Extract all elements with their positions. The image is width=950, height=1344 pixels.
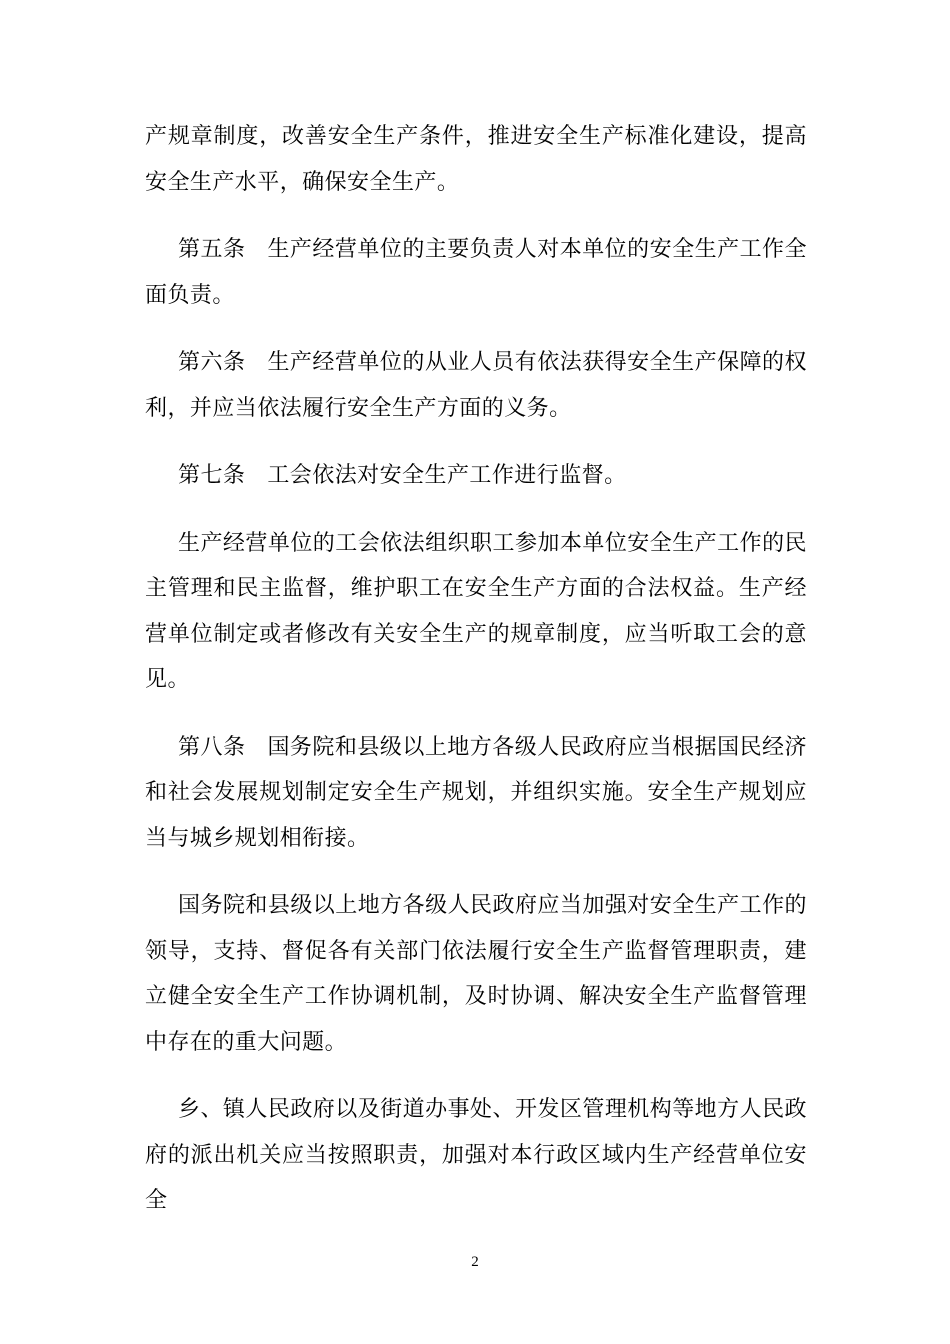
paragraph-gap xyxy=(145,431,807,453)
paragraph-text: 国务院和县级以上地方各级人民政府应当根据国民经济和社会发展规划制定安全生产规划，并组织实施。安全生产规划应当与城乡规划相衔接。 xyxy=(145,734,807,851)
article-number: 第六条 xyxy=(178,350,246,375)
document-body xyxy=(145,114,807,1224)
paragraph-text: 产规章制度，改善安全生产条件，推进安全生产标准化建设，提高安全生产水平，确保安全生产。 xyxy=(145,124,807,195)
article-7 xyxy=(145,453,807,499)
paragraph-text: 生产经营单位的从业人员有依法获得安全生产保障的权利，并应当依法履行安全生产方面的义务。 xyxy=(145,350,807,421)
article-8 xyxy=(145,725,807,862)
article-5 xyxy=(145,227,807,318)
paragraph-continuation xyxy=(145,114,807,205)
paragraph-gap xyxy=(145,861,807,883)
paragraph-text: 生产经营单位的主要负责人对本单位的安全生产工作全面负责。 xyxy=(145,237,807,308)
paragraph-gap xyxy=(145,318,807,340)
article-7-paragraph-2 xyxy=(145,521,807,703)
article-6 xyxy=(145,340,807,431)
paragraph-gap xyxy=(145,703,807,725)
paragraph-text: 乡、镇人民政府以及街道办事处、开发区管理机构等地方人民政府的派出机关应当按照职责，加强对本行政区域内生产经营单位安全 xyxy=(145,1097,807,1213)
paragraph-gap xyxy=(145,499,807,521)
article-number: 第五条 xyxy=(178,237,246,262)
page-number: 2 xyxy=(471,1254,479,1270)
paragraph-text: 国务院和县级以上地方各级人民政府应当加强对安全生产工作的领导，支持、督促各有关部门依法履行安全生产监督管理职责，建立健全安全生产工作协调机制，及时协调、解决安全生产监督管理中存在的重大问题。 xyxy=(145,893,807,1055)
article-8-paragraph-2 xyxy=(145,883,807,1065)
article-8-paragraph-3 xyxy=(145,1087,807,1224)
paragraph-text: 生产经营单位的工会依法组织职工参加本单位安全生产工作的民主管理和民主监督，维护职工在安全生产方面的合法权益。生产经营单位制定或者修改有关安全生产的规章制度，应当听取工会的意见。 xyxy=(145,530,807,692)
paragraph-gap xyxy=(145,205,807,227)
article-number: 第七条 xyxy=(178,463,246,488)
paragraph-gap xyxy=(145,1065,807,1087)
article-number: 第八条 xyxy=(178,734,246,760)
paragraph-text: 工会依法对安全生产工作进行监督。 xyxy=(267,463,627,488)
